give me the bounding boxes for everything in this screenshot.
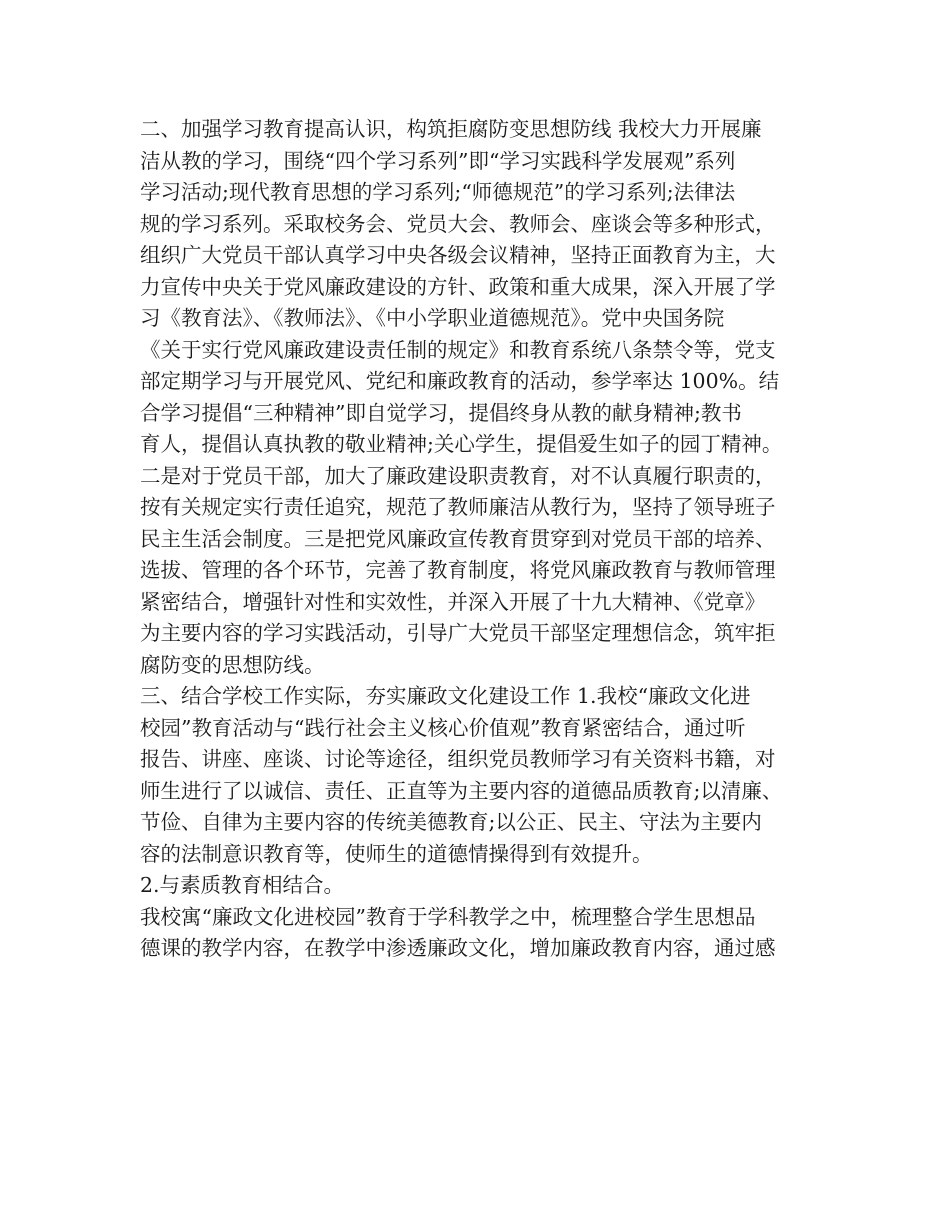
text-line: 二、加强学习教育提高认识，构筑拒腐防变思想防线 我校大力开展廉 [140, 117, 762, 141]
text-line: 力宣传中央关于党风廉政建设的方针、政策和重大成果，深入开展了学 [140, 274, 776, 299]
text-line: 选拔、管理的各个环节，完善了教育制度，将党风廉政教育与教师管理 [140, 558, 776, 582]
text-line: 节俭、自律为主要内容的传统美德教育;以公正、民主、守法为主要内 [140, 810, 762, 834]
text-line: 校园”教育活动与“践行社会主义核心价值观”教育紧密结合，通过听 [140, 715, 746, 740]
text-line: 2.与素质教育相结合。 [140, 873, 345, 897]
text-line: 三、结合学校工作实际，夯实廉政文化建设工作 1.我校“廉政文化进 [140, 684, 751, 708]
text-line: 洁从教的学习，围绕“四个学习系列”即“学习实践科学发展观”系列 [140, 148, 736, 173]
text-line: 为主要内容的学习实践活动，引导广大党员干部坚定理想信念，筑牢拒 [140, 621, 776, 645]
text-line: 民主生活会制度。三是把党风廉政宣传教育贯穿到对党员干部的培养、 [140, 526, 776, 551]
text-line: 习《教育法》、《教师法》、《中小学职业道德规范》。党中央国务院 [140, 306, 725, 330]
text-line: 腐防变的思想防线。 [140, 652, 325, 677]
text-line: 育人，提倡认真执教的敬业精神;关心学生，提倡爱生如子的园丁精神。 [140, 432, 783, 456]
text-line: 容的法制意识教育等，使师生的道德情操得到有效提升。 [140, 841, 653, 866]
text-line: 德课的教学内容，在教学中渗透廉政文化，增加廉政教育内容，通过感 [140, 936, 776, 960]
text-line: 规的学习系列。采取校务会、党员大会、教师会、座谈会等多种形式， [140, 211, 776, 236]
text-line: 学习活动;现代教育思想的学习系列;“师德规范”的学习系列;法律法 [140, 180, 736, 204]
text-line: 我校寓“廉政文化进校园”教育于学科教学之中，梳理整合学生思想品 [140, 904, 756, 929]
text-line: 二是对于党员干部，加大了廉政建设职责教育，对不认真履行职责的， [140, 463, 776, 488]
text-line: 部定期学习与开展党风、党纪和廉政教育的活动，参学率达 100%。结 [140, 369, 780, 393]
body-text [140, 114, 840, 965]
text-line: 组织广大党员干部认真学习中央各级会议精神，坚持正面教育为主，大 [140, 243, 776, 267]
text-line: 紧密结合，增强针对性和实效性，并深入开展了十九大精神、《党章》 [140, 589, 766, 614]
text-line: 合学习提倡“三种精神”即自觉学习，提倡终身从教的献身精神;教书 [140, 400, 742, 425]
text-line: 报告、讲座、座谈、讨论等途径，组织党员教师学习有关资料书籍，对 [140, 747, 776, 771]
text-line: 师生进行了以诚信、责任、正直等为主要内容的道德品质教育;以清廉、 [140, 778, 783, 803]
text-line: 按有关规定实行责任追究，规范了教师廉洁从教行为，坚持了领导班子 [140, 495, 776, 519]
text-line: 《关于实行党风廉政建设责任制的规定》和教育系统八条禁令等，党支 [140, 337, 776, 362]
